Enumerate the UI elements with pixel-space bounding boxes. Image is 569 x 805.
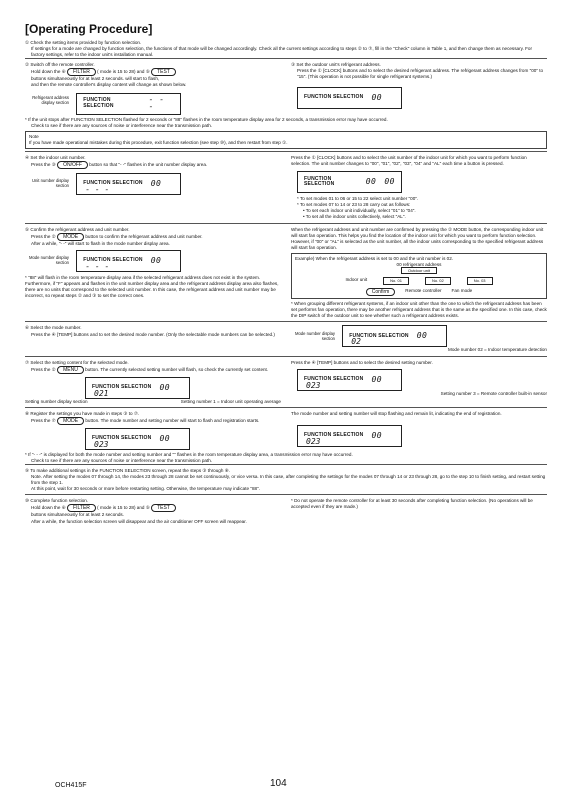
lcd-display: FUNCTION SELECTION 00 023	[297, 425, 402, 447]
step-7: ⑦ Select the setting content for the selected mode. Press the ② MENU button. The currently selected setting number will flash, so check the currently set content. FUNCTION SELECTION 00 021 Setting number display section Setting number 1 = Indoor unit operating average Press the ④ [TEMP] buttons and to select the desired setting number. FUNCTION SELECTION 00 023 Setting number 3 = Remote controller built-in sensor	[25, 356, 547, 407]
mode-number-label: Mode number display section	[294, 330, 335, 341]
step-4: ④ Set the indoor unit number. Press the ③ ON/OFF button so that "- -" flashes in the unit number display area. Unit number display section FUNCTION SELECTION 00 - - - Press the ① [CLOCK] buttons and to select the unit number of the indoor unit for which you want to perform function selection. The unit number changes to "00", "01", "02", "03", "04" and "AL" each time a button is pressed. FUNCTION SELECTION 00 00 * To set modes 01 to 06 or 15 to 22 select unit number "00". * To set modes 07 to 14 or 23 to 28 carry out as follows: • To set each indoor unit individually, select "01" to "04". • To set all the indoor units collectively, select "AL".	[25, 151, 547, 223]
lcd-display: FUNCTION SELECTION 00 - - -	[76, 173, 181, 195]
page	[25, 22, 547, 527]
confirm-button[interactable]: Confirm	[366, 288, 396, 296]
mode-button[interactable]: MODE	[57, 233, 84, 241]
page-title: [Operating Procedure]	[25, 22, 153, 36]
step-2: ② Switch off the remote controller. Hold down the ⑥ FILTER ( mode is 15 to 28) and ⑤ TEST buttons simultaneously for at least 2 seconds. will start to flash, and then the remote controller's display content will change as shown below. Refrigerant address display section FUNCTION SELECTION - - -	[25, 62, 281, 114]
step-2-3	[25, 58, 547, 116]
test-button[interactable]: TEST	[151, 504, 176, 512]
lcd-display: FUNCTION SELECTION 00 02	[342, 325, 447, 347]
lcd-display: FUNCTION SELECTION 00 00	[297, 171, 402, 193]
indoor-unit-01: No. 01	[383, 277, 409, 285]
lcd-display: FUNCTION SELECTION 00 - - -	[76, 250, 181, 272]
step-9: ⑨ To make additional settings in the FUNCTION SELECTION screen, repeat the steps ③ through ⑧. Note. After setting the modes 07 through 14, the modes 23 through 28 cannot be set continuously, or vice versa. In this case, after completing the settings for the modes 07 through 14 or 23 through 28, go to the step 10 to finish setting, and restart setting from the step 1. At this point, wait for 30 seconds or more before restarting setting. Otherwise, the temperature may indicate "88".	[25, 464, 547, 494]
step-5: ⑤ Confirm the refrigerant address and unit number. Press the ② MODE button to confirm the refrigerant address and unit number. After a while, "- -" will start to flash in the mode number display area. Mode number display section FUNCTION SELECTION 00 - - - * "88" will flash in the room temperature display area if the selected refrigerant address does not exist in the system. Furthermore, if "F" appears and flashes in the unit number display area and the refrigerant address display area also flashes, there are no units that correspond to the selected unit number. In this case, the refrigerant address and unit number may be incorrect, so repeat steps ② and ③ to set the correct ones. When the refrigerant address and unit number are confirmed by pressing the ② MODE button, the corresponding indoor unit will start fan operation. This helps you find the location of the indoor unit for which you want to perform function selection. However, if "00" or "AL" is selected as the unit number, all the indoor units corresponding to the specified refrigerant address will start fan operation. Example) When the refrigerant address is set to 00 and the unit number is 02. 00 refrigerant address Outdoor unit Indoor unit No. 01 No. 02 No. 03 Confirm Remote controller Fan mode * When grouping different refrigerant systems, if an indoor unit other than the one to which the refrigerant address has been set performs fan operation, there may be another refrigerant address that is the same as the specified one. In this case, check the DIP switch of the outdoor unit to see whether such a refrigerant address exists.	[25, 223, 547, 322]
mode-number-label: Mode number display section	[28, 254, 69, 265]
lcd-display: FUNCTION SELECTION 00	[297, 87, 402, 109]
test-button[interactable]: TEST	[151, 68, 176, 76]
footer-model: OCH415F	[55, 782, 87, 789]
filter-button[interactable]: FILTER	[67, 68, 96, 76]
step-6: ⑥ Select the mode number. Press the ④ [TEMP] buttons and to set the desired mode number. (Only the selectable mode numbers can be selected.) Mode number display section FUNCTION SELECTION 00 02 Mode number 02 = Indoor temperature detection	[25, 321, 547, 355]
example-box: Example) When the refrigerant address is set to 00 and the unit number is 02. 00 refrigerant address Outdoor unit Indoor unit No. 01 No. 02 No. 03 Confirm Remote controller Fan mode	[291, 253, 547, 299]
on-off-button[interactable]: ON/OFF	[57, 161, 88, 169]
unit-number-label: Unit number display section	[31, 178, 69, 189]
indoor-unit-03: No. 03	[467, 277, 493, 285]
refrigerant-address-label: Refrigerant address display section	[32, 95, 69, 106]
menu-button[interactable]: MENU	[57, 366, 84, 374]
step-3: ③ Set the outdoor unit's refrigerant address. Press the ① [CLOCK] buttons and to select the desired refrigerant address. The refrigerant address changes from "00" to "15". (This operation is not possible for single refrigerant systems.) FUNCTION SELECTION 00	[291, 62, 547, 114]
indoor-unit-02: No. 02	[425, 277, 451, 285]
star-note-8: * If "- - -" is displayed for both the mode number and setting number and "" flashes in the room temperature display area, a transmission error may have occurred. Check to see if there are any sources of noise or interference near the transmission path.	[25, 451, 353, 463]
mode-button[interactable]: MODE	[57, 417, 84, 425]
step-1: ① Check the setting items provided by function selection. If settings for a mode are changed by function selection, the functions of that mode will be changed accordingly. Check all the current settings according to steps ② to ⑦, fill in the "Check" column in Table 1, and then change them as necessary. For factory settings, refer to the indoor unit's installation manual.	[25, 40, 533, 58]
outdoor-unit: Outdoor unit	[401, 267, 437, 274]
lcd-display: FUNCTION SELECTION 00 023	[297, 369, 402, 391]
note-box: Note If you have made operational mistakes during this procedure, exit function selection (see step ⑩), and then restart from step ①.	[25, 131, 547, 149]
lcd-display: FUNCTION SELECTION 00 023	[85, 428, 190, 450]
star-note-1: * If the unit stops after FUNCTION SELECTION flashed for 2 seconds or "88" flashes in the room temperature display area for 2 seconds, a transmission error may have occurred. Check to see if there are any sources of noise or interference near the transmission path.	[25, 116, 388, 128]
lcd-display: FUNCTION SELECTION - - -	[76, 93, 181, 115]
step-10: ⑩ Complete function selection. Hold down the ⑥ FILTER ( mode is 15 to 28) and ⑤ TEST buttons simultaneously for at least 2 seconds. After a while, the function selection screen will disappear and the air conditioner OFF screen will reappear. * Do not operate the remote controller for at least 30 seconds after completing function selection. (No operations will be accepted even if they are made.)	[25, 494, 547, 526]
step-8: ⑧ Register the settings you have made in steps ③ to ⑦. Press the ⑦ MODE button. The mode number and setting number will start to flash and registration starts. FUNCTION SELECTION 00 023 The mode number and setting number will stop flashing and remain lit, indicating the end of registration. FUNCTION SELECTION 00 023	[25, 407, 547, 452]
page-number: 104	[270, 778, 287, 789]
lcd-display: FUNCTION SELECTION 00 021	[85, 377, 190, 399]
filter-button[interactable]: FILTER	[67, 504, 96, 512]
